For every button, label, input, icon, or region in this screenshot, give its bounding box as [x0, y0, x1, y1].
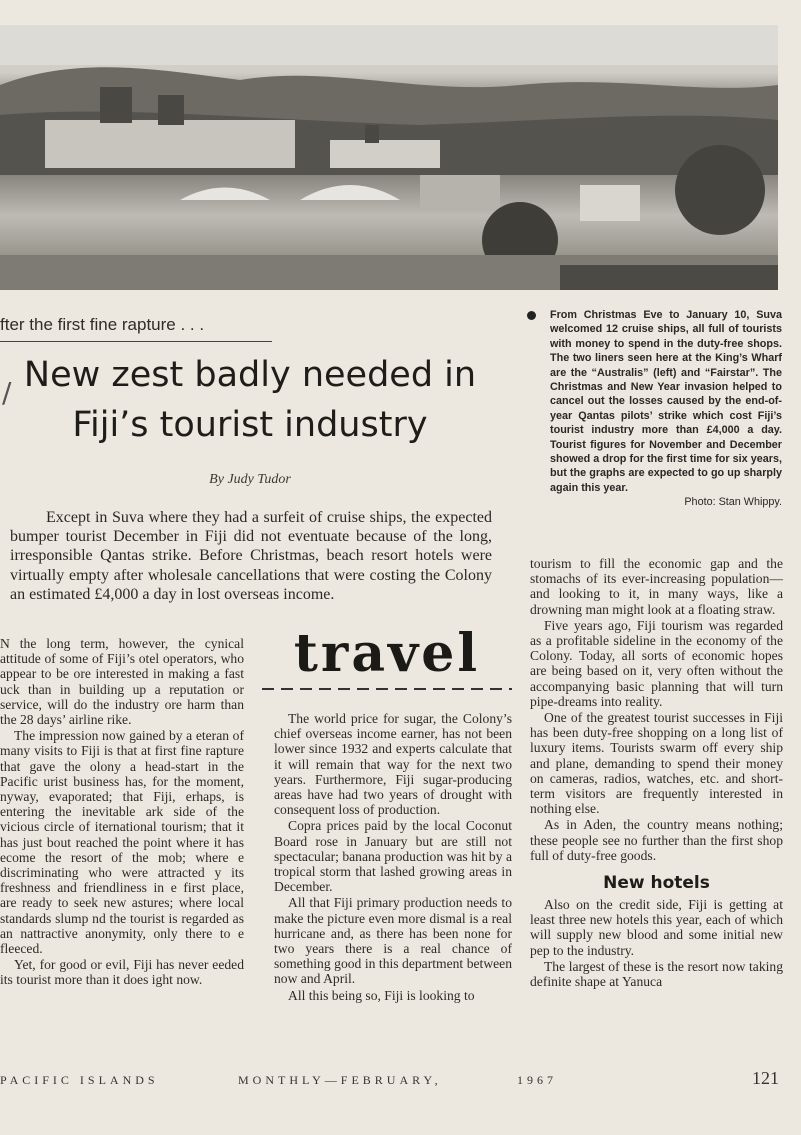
col3-paragraph: As in Aden, the country means nothing; these people see no further than the first shop full of duty-free goods. [530, 817, 783, 863]
page-footer [0, 1068, 790, 1092]
footer-month: MONTHLY—FEBRUARY, [238, 1073, 442, 1087]
col3-paragraph: Five years ago, Fiji tourism was regarded as a profitable sideline in the economy of the Colony. Today, all sorts of economic hopes are being based on it, very often without the accompanying basic planning that will turn pipe-dreams into reality. [530, 617, 783, 709]
caption-text: From Christmas Eve to January 10, Suva welcomed 12 cruise ships, all full of tourists with money to spend in the duty-free shops. The two liners seen here at the King’s Wharf are the “Australis” (left) and “Fairstar”. The Christmas and New Year invasion helped to cancel out the losses caused by the end-of-year Qantas pilots’ strike which cost Fiji’s tourist industry more than £4,000 a day. Tourist figures for November and December showed a drop for the first time for six years, but the graphs are expected to go up sharply again this year. [550, 309, 782, 494]
harbour-photo [0, 25, 778, 290]
intro-paragraph [10, 508, 492, 604]
column-3 [530, 556, 783, 990]
section-label-travel: travel [293, 623, 481, 684]
byline: By Judy Tudor [209, 472, 291, 487]
col2-paragraph: All this being so, Fiji is looking to [288, 987, 475, 1003]
column-1 [0, 636, 244, 989]
column-2 [274, 711, 512, 1004]
footer-publication: PACIFIC ISLANDS [0, 1073, 159, 1087]
footer-year: 1967 [517, 1073, 557, 1087]
photo-caption [530, 308, 782, 510]
col2-paragraph: Copra prices paid by the local Coconut Board rose in January but are still not spectacular; banana production was hit by a tropical storm that lashed growing areas in December. [274, 818, 512, 895]
col2-paragraph: All that Fiji primary production needs to make the picture even more dismal is a real hurricane and, as there has been none for two years there is a real chance of something good in this department between now and April. [274, 895, 512, 987]
harbour-photo-icon [0, 25, 778, 290]
col3-paragraph: One of the greatest tourist successes in Fiji has been duty-free shopping on a long list of luxury items. Tourists swarm off every ship and plane, demanding to spend their money on cameras, radios, watches, etc. and short-term visitors are frequently interested in nothing else. [530, 710, 783, 817]
col3-paragraph: tourism to fill the economic gap and the stomachs of its ever-increasing population—and looking to it, in many ways, like a drowning man might look at a floating straw. [530, 556, 783, 617]
photo-credit: Photo: Stan Whippy. [684, 496, 782, 509]
intro-text: Except in Suva where they had a surfeit of cruise ships, the expected bumper tourist December in Fiji did not eventuate because of the long, irresponsible Qantas strike. Before Christmas, beach resort hotels were virtually empty after wholesale cancellations that were costing the Colony an estimated £4,000 a day in lost overseas income. [10, 509, 492, 603]
col1-paragraph: Yet, for good or evil, Fiji has never eeded its tourist more than it does ight now. [0, 957, 244, 988]
article-kicker: fter the first fine rapture . . . [0, 315, 272, 342]
headline-line-2: Fiji’s tourist industry [72, 405, 428, 445]
col1-paragraph: N the long term, however, the cynical attitude of some of Fiji’s otel operators, who appear to be ore interested in making a fast uck than in building up a reputation or service, will do the industry ore harm than the 28 days’ airline rike. [0, 636, 244, 728]
bullet-icon [527, 311, 536, 320]
subhead-new-hotels: New hotels [603, 873, 710, 894]
col3-paragraph: Also on the credit side, Fiji is getting at least three new hotels this year, each of which will supply new blood and some initial new pep to the industry. [530, 897, 783, 958]
section-divider [262, 688, 512, 690]
col3-paragraph: The largest of these is the resort now taking definite shape at Yanuca [530, 958, 783, 990]
headline-line-1: New zest badly needed in [23, 355, 477, 395]
col1-paragraph: The impression now gained by a eteran of many visits to Fiji is that at first fine rapture that gave the olony a head-start in the Pacific urist business has, for the moment, nyway, evaporated; that Fiji, erhaps, is entering the inevitable ark side of the vicious circle of iternational tourism; that it has just bout reached the point where it has ecome the resort of the mob; where e discriminating who were attracted y its freshness and friendliness in e first place, are ready to seek new astures; where local standards slump nd the tourist is regarded as an nattractive anonymity, only there to e fleeced. [0, 728, 244, 957]
col2-paragraph: The world price for sugar, the Colony’s chief overseas income earner, has not been lower since 1932 and experts calculate that it will remain that way for the next two years. Furthermore, Fiji sugar-producing areas have had two years of drought with consequent loss of production. [274, 711, 512, 818]
headline-slash-mark: / [2, 376, 12, 409]
page-number: 121 [752, 1068, 779, 1088]
article-headline [0, 350, 500, 450]
